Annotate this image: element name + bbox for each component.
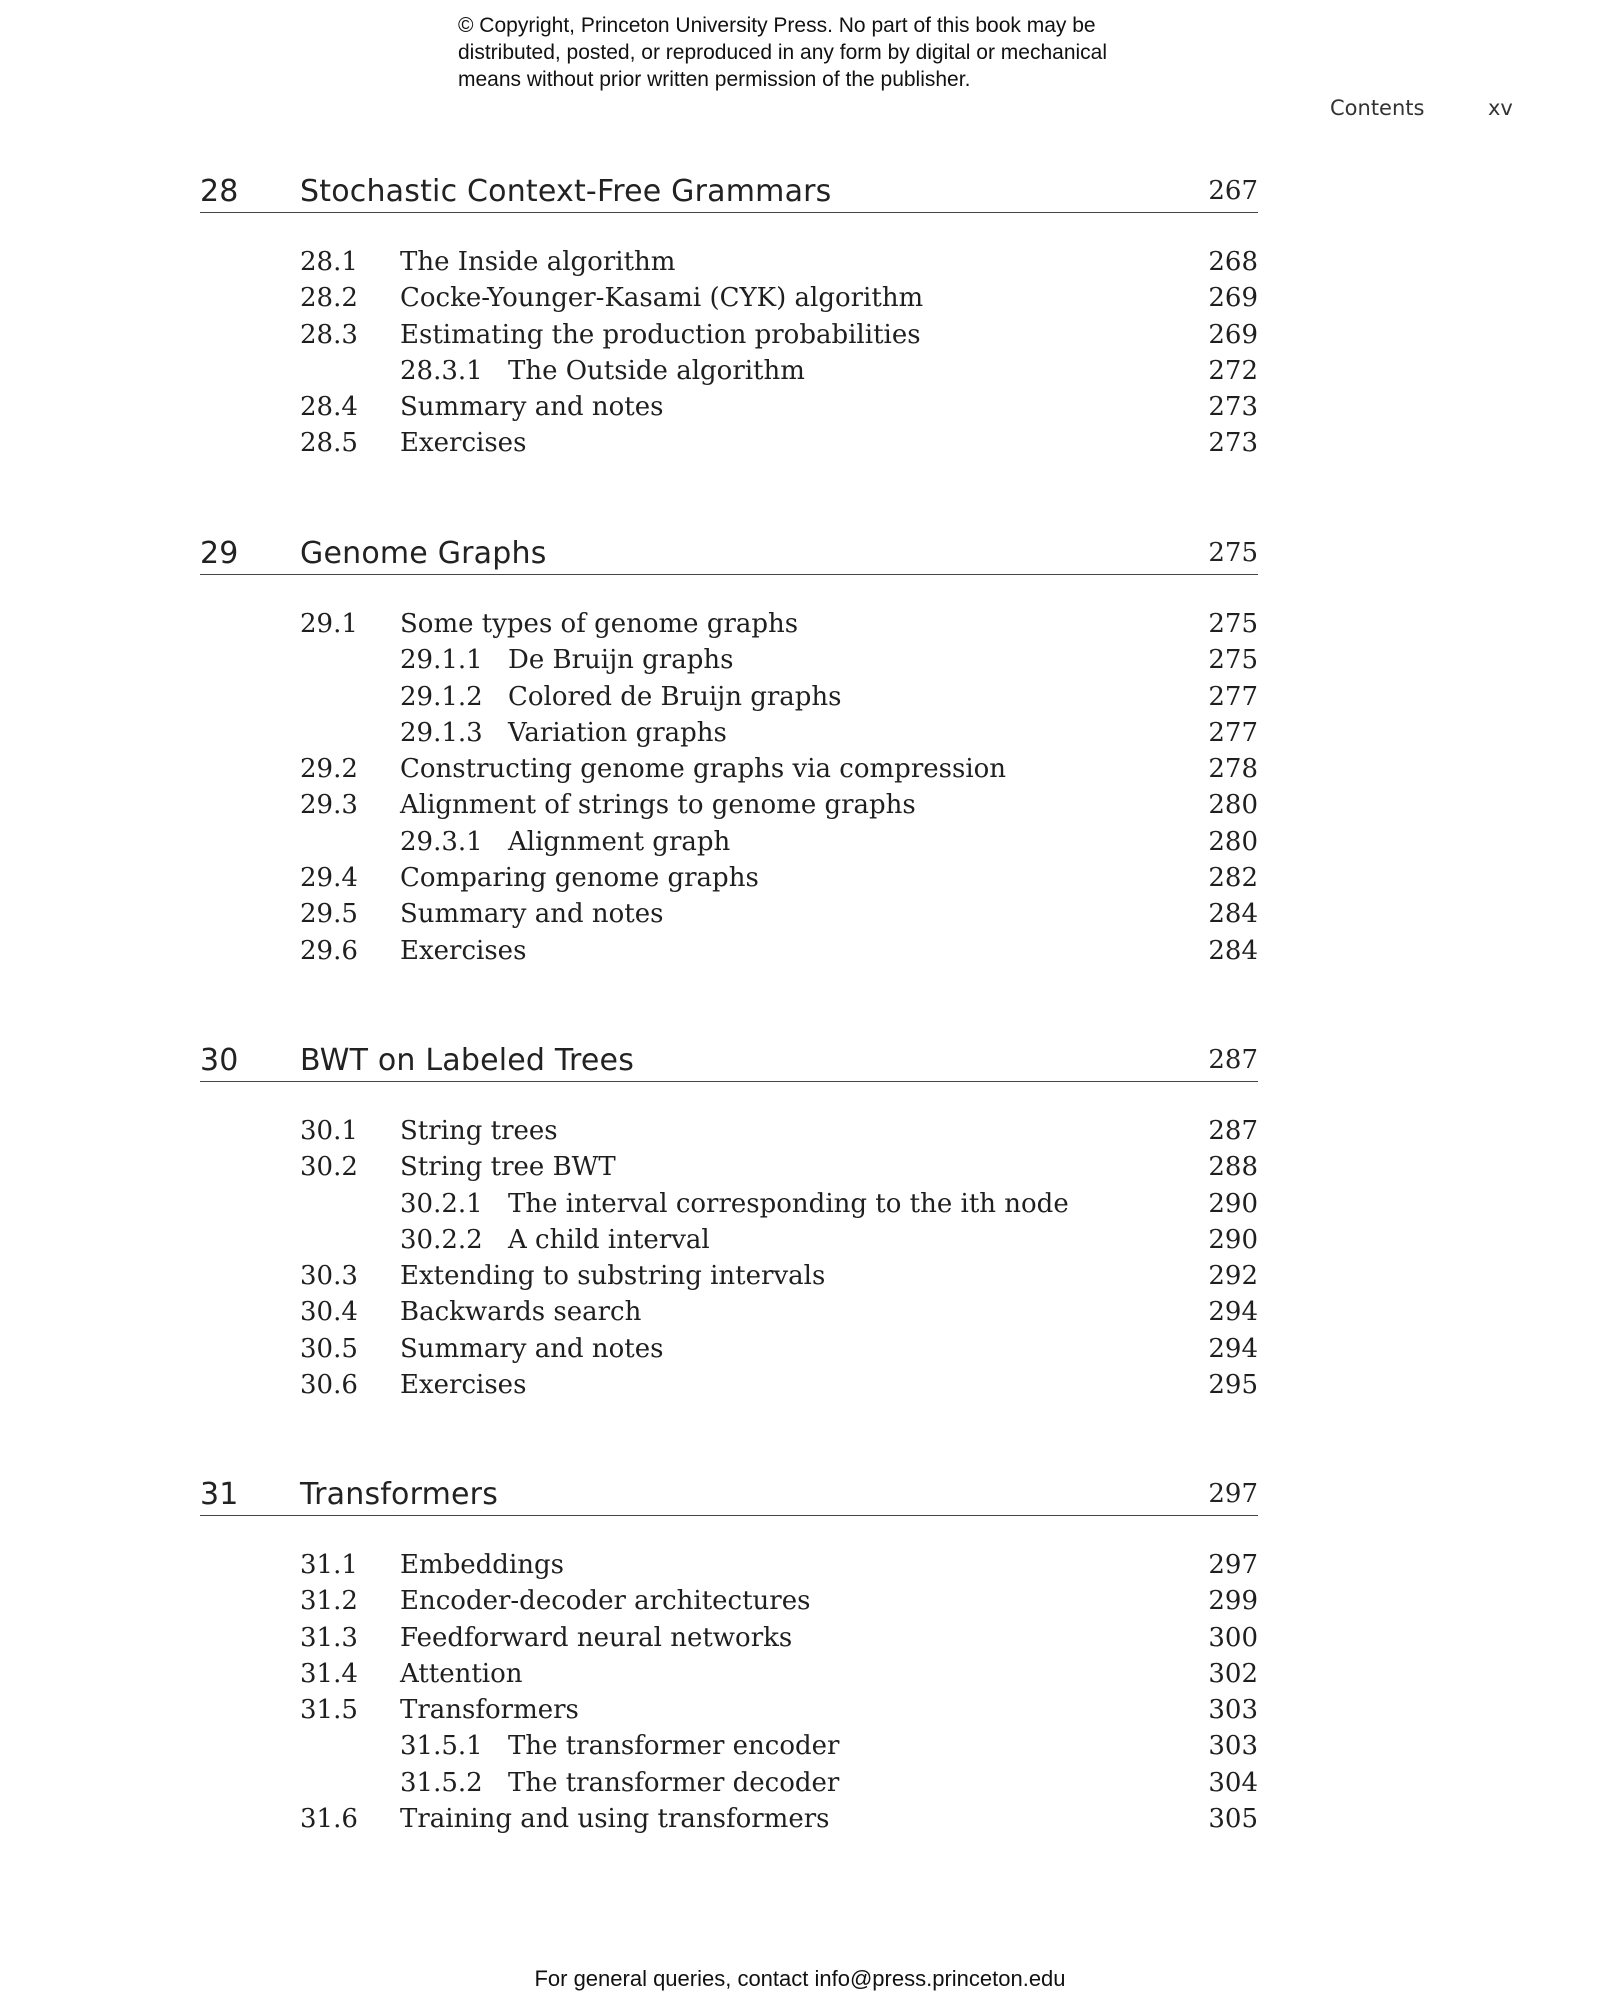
section-page-number: 290 [1208, 1188, 1258, 1219]
section-title: Alignment of strings to genome graphs [400, 790, 916, 821]
section-entry[interactable] [200, 1804, 1258, 1840]
section-title: Encoder-decoder architectures [400, 1586, 811, 1617]
section-entry[interactable] [200, 1152, 1258, 1188]
section-page-number: 292 [1208, 1261, 1258, 1292]
section-title: Summary and notes [400, 1333, 664, 1364]
section-number: 28.4 [300, 392, 358, 423]
section-number: 30.6 [300, 1370, 358, 1401]
section-title: Alignment graph [508, 826, 731, 857]
section-title: Variation graphs [508, 717, 727, 748]
section-page-number: 280 [1208, 790, 1258, 821]
subsection-entry[interactable] [200, 1225, 1258, 1261]
section-page-number: 288 [1208, 1152, 1258, 1183]
section-page-number: 280 [1208, 826, 1258, 857]
section-page-number: 269 [1208, 283, 1258, 314]
subsection-entry[interactable] [200, 645, 1258, 681]
section-number: 30.3 [300, 1261, 358, 1292]
section-title: Constructing genome graphs via compression [400, 754, 1007, 785]
section-number: 28.2 [300, 283, 358, 314]
section-title: Embeddings [400, 1550, 564, 1580]
section-number: 30.2.2 [400, 1224, 483, 1255]
section-title: Exercises [400, 935, 527, 966]
section-title: The transformer decoder [508, 1767, 840, 1798]
section-number: 29.2 [300, 754, 358, 785]
copyright-line: distributed, posted, or reproduced in any form by digital or mechanical [458, 41, 1108, 64]
section-entry[interactable] [200, 1659, 1258, 1695]
section-number: 30.2 [300, 1152, 358, 1183]
section-title: Comparing genome graphs [400, 863, 759, 894]
subsection-entry[interactable] [200, 682, 1258, 718]
section-title: Summary and notes [400, 392, 664, 423]
section-title: The Inside algorithm [400, 247, 676, 277]
section-entry[interactable] [200, 1586, 1258, 1622]
section-title: String tree BWT [400, 1152, 616, 1183]
section-entry[interactable] [200, 609, 1258, 645]
chapter-page-number: 275 [1208, 538, 1258, 568]
section-page-number: 284 [1208, 899, 1258, 930]
chapter-heading[interactable] [200, 536, 1258, 575]
chapter-page-number: 297 [1208, 1479, 1258, 1509]
section-number: 30.2.1 [400, 1188, 483, 1219]
running-head [0, 96, 1600, 126]
chapter-heading[interactable] [200, 174, 1258, 213]
section-number: 29.1 [300, 609, 358, 639]
section-title: Extending to substring intervals [400, 1261, 826, 1292]
section-title: Exercises [400, 1370, 527, 1401]
chapter-heading[interactable] [200, 1477, 1258, 1516]
section-title: The transformer encoder [508, 1731, 840, 1762]
section-number: 29.4 [300, 863, 358, 894]
section-number: 29.1.1 [400, 645, 483, 676]
section-title: Estimating the production probabilities [400, 319, 921, 350]
section-page-number: 294 [1208, 1333, 1258, 1364]
section-number: 28.3 [300, 319, 358, 350]
section-entry[interactable] [200, 936, 1258, 972]
section-page-number: 300 [1208, 1622, 1258, 1653]
section-title: Attention [400, 1658, 523, 1689]
section-title: Training and using transformers [400, 1804, 830, 1835]
chapter-title: BWT on Labeled Trees [300, 1043, 635, 1078]
section-page-number: 304 [1208, 1767, 1258, 1798]
subsection-entry[interactable] [200, 1189, 1258, 1225]
subsection-entry[interactable] [200, 718, 1258, 754]
chapter-29 [200, 536, 1258, 972]
section-page-number: 287 [1208, 1116, 1258, 1146]
section-entry[interactable] [200, 790, 1258, 826]
section-number: 30.4 [300, 1297, 358, 1328]
section-entry[interactable] [200, 1370, 1258, 1406]
chapter-30 [200, 1043, 1258, 1406]
running-head-title: Contents [1330, 96, 1425, 120]
section-number: 31.6 [300, 1804, 358, 1835]
chapter-page-number: 287 [1208, 1045, 1258, 1075]
chapter-title: Stochastic Context-Free Grammars [300, 174, 832, 209]
section-number: 29.6 [300, 935, 358, 966]
section-page-number: 275 [1208, 645, 1258, 676]
section-title: Colored de Bruijn graphs [508, 681, 842, 712]
section-page-number: 272 [1208, 355, 1258, 386]
section-page-number: 277 [1208, 681, 1258, 712]
section-number: 31.5 [300, 1695, 358, 1726]
section-title: The Outside algorithm [508, 355, 805, 386]
section-number: 31.1 [300, 1550, 358, 1580]
section-number: 29.3.1 [400, 826, 483, 857]
section-list [200, 247, 1258, 465]
section-number: 31.5.1 [400, 1731, 483, 1762]
section-entry[interactable] [200, 283, 1258, 319]
section-number: 28.3.1 [400, 355, 483, 386]
chapter-heading[interactable] [200, 1043, 1258, 1082]
section-page-number: 302 [1208, 1658, 1258, 1689]
section-list [200, 1116, 1258, 1406]
section-page-number: 284 [1208, 935, 1258, 966]
section-number: 29.3 [300, 790, 358, 821]
chapter-28 [200, 174, 1258, 465]
section-page-number: 268 [1208, 247, 1258, 277]
section-page-number: 295 [1208, 1370, 1258, 1401]
section-page-number: 269 [1208, 319, 1258, 350]
section-number: 31.5.2 [400, 1767, 483, 1798]
subsection-entry[interactable] [200, 356, 1258, 392]
section-page-number: 305 [1208, 1804, 1258, 1835]
section-number: 29.5 [300, 899, 358, 930]
section-title: Transformers [400, 1695, 579, 1726]
section-number: 31.2 [300, 1586, 358, 1617]
section-page-number: 297 [1208, 1550, 1258, 1580]
section-page-number: 294 [1208, 1297, 1258, 1328]
section-entry[interactable] [200, 754, 1258, 790]
copyright-line: means without prior written permission of the publisher. [458, 68, 971, 91]
section-title: De Bruijn graphs [508, 645, 734, 676]
section-page-number: 273 [1208, 428, 1258, 459]
section-title: A child interval [508, 1224, 710, 1255]
section-number: 31.3 [300, 1622, 358, 1653]
section-title: Cocke-Younger-Kasami (CYK) algorithm [400, 283, 924, 314]
chapter-31 [200, 1477, 1258, 1840]
section-entry[interactable] [200, 899, 1258, 935]
section-page-number: 299 [1208, 1586, 1258, 1617]
subsection-entry[interactable] [200, 1731, 1258, 1767]
section-entry[interactable] [200, 1695, 1258, 1731]
section-page-number: 277 [1208, 717, 1258, 748]
section-page-number: 282 [1208, 863, 1258, 894]
section-number: 29.1.3 [400, 717, 483, 748]
footer-contact: For general queries, contact info@press.princeton.edu [534, 1966, 1066, 1991]
running-head-page-number: xv [1488, 96, 1513, 120]
section-entry[interactable] [200, 247, 1258, 283]
section-entry[interactable] [200, 1623, 1258, 1659]
copyright-notice [458, 12, 1218, 93]
section-page-number: 303 [1208, 1695, 1258, 1726]
section-entry[interactable] [200, 320, 1258, 356]
section-title: Summary and notes [400, 899, 664, 930]
section-title: Backwards search [400, 1297, 642, 1328]
section-entry[interactable] [200, 1297, 1258, 1333]
subsection-entry[interactable] [200, 827, 1258, 863]
section-number: 30.5 [300, 1333, 358, 1364]
section-entry[interactable] [200, 428, 1258, 464]
section-list [200, 1550, 1258, 1840]
section-page-number: 303 [1208, 1731, 1258, 1762]
section-entry[interactable] [200, 863, 1258, 899]
section-entry[interactable] [200, 1261, 1258, 1297]
section-entry[interactable] [200, 1550, 1258, 1586]
section-entry[interactable] [200, 1116, 1258, 1152]
section-number: 30.1 [300, 1116, 358, 1146]
section-number: 28.5 [300, 428, 358, 459]
chapter-number: 29 [200, 536, 239, 571]
section-entry[interactable] [200, 1334, 1258, 1370]
section-entry[interactable] [200, 392, 1258, 428]
section-page-number: 278 [1208, 754, 1258, 785]
chapter-number: 31 [200, 1477, 239, 1512]
section-number: 31.4 [300, 1658, 358, 1689]
subsection-entry[interactable] [200, 1768, 1258, 1804]
chapter-page-number: 267 [1208, 176, 1258, 206]
section-title: String trees [400, 1116, 558, 1146]
section-page-number: 290 [1208, 1224, 1258, 1255]
chapter-title: Genome Graphs [300, 536, 547, 571]
copyright-line: © Copyright, Princeton University Press. No part of this book may be [458, 14, 1096, 37]
section-list [200, 609, 1258, 972]
chapter-number: 30 [200, 1043, 239, 1078]
section-number: 28.1 [300, 247, 358, 277]
section-title: Some types of genome graphs [400, 609, 799, 639]
chapter-number: 28 [200, 174, 239, 209]
section-title: The interval corresponding to the ith node [508, 1188, 1069, 1219]
section-title: Feedforward neural networks [400, 1622, 793, 1653]
section-title: Exercises [400, 428, 527, 459]
section-page-number: 275 [1208, 609, 1258, 639]
section-page-number: 273 [1208, 392, 1258, 423]
chapter-title: Transformers [300, 1477, 499, 1512]
section-number: 29.1.2 [400, 681, 483, 712]
